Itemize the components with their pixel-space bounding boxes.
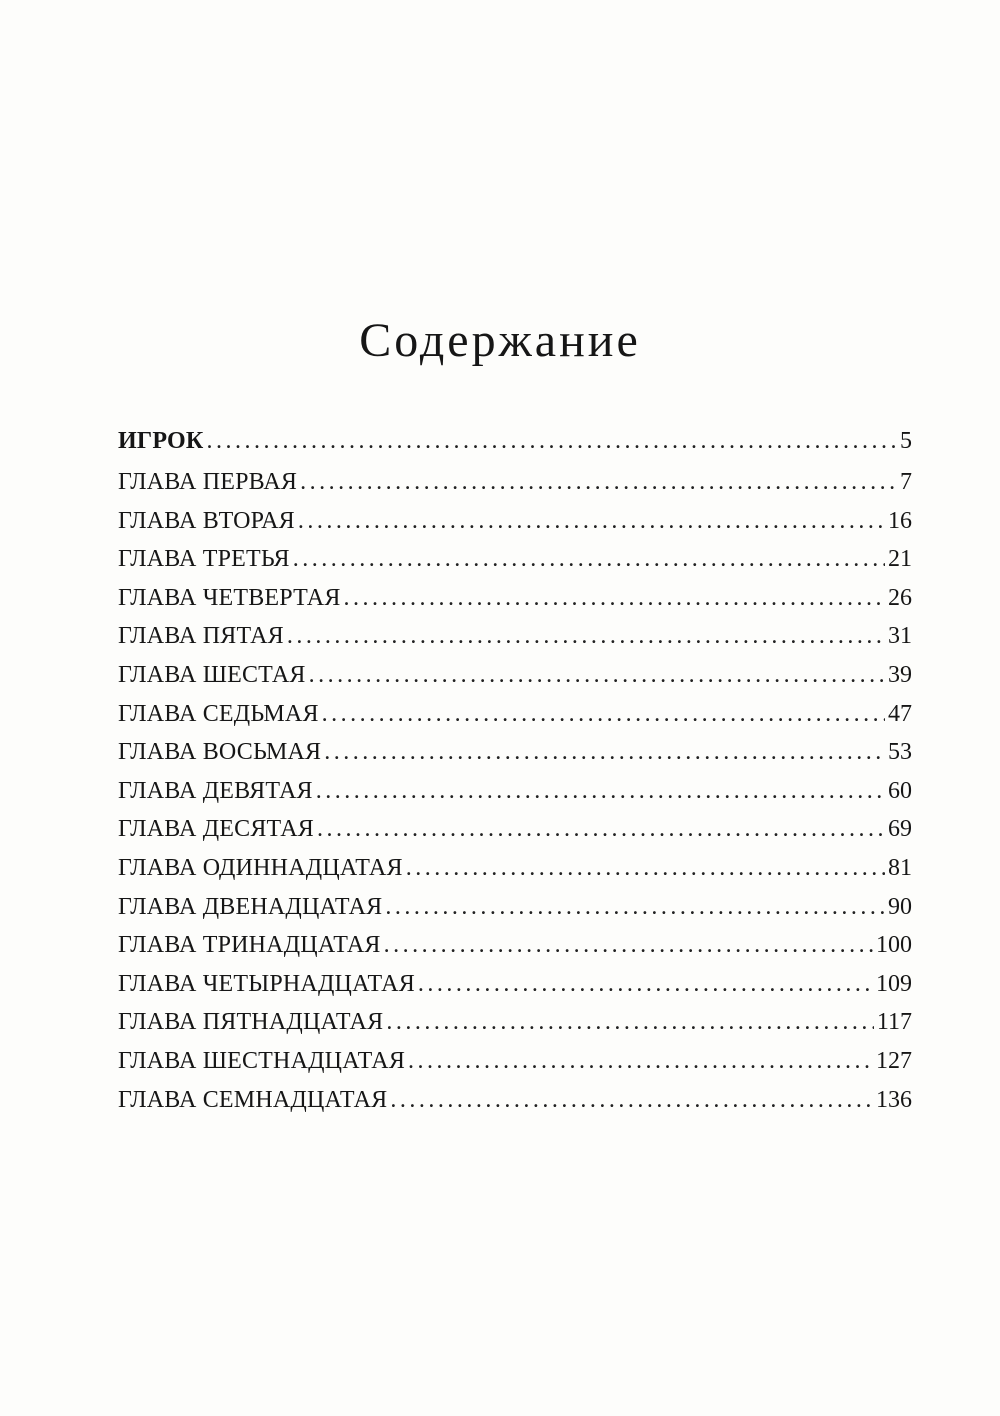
toc-entry[interactable] [118,428,912,469]
table-of-contents [118,428,912,1125]
toc-entry-title: ГЛАВА ШЕСТНАДЦАТАЯ [118,1047,406,1074]
toc-dot-leader [390,1087,873,1114]
toc-entry-title: ИГРОК [118,428,204,454]
toc-page-number: 81 [888,854,912,881]
toc-entry-title: ГЛАВА ТРИНАДЦАТАЯ [118,932,381,959]
toc-page-number: 60 [888,777,912,804]
toc-entry[interactable] [118,1048,912,1087]
toc-dot-leader [324,739,885,766]
toc-entry[interactable] [118,855,912,894]
toc-entry-title: ГЛАВА ЧЕТЫРНАДЦАТАЯ [118,970,415,997]
toc-page-number: 100 [876,932,912,959]
toc-page-number: 21 [888,546,912,573]
toc-entry-title: ГЛАВА СЕМНАДЦАТАЯ [118,1086,388,1113]
toc-page-number: 5 [900,428,912,454]
toc-dot-leader [207,428,895,455]
toc-entry-title: ГЛАВА ПЯТАЯ [118,623,284,650]
toc-dot-leader [317,816,885,843]
toc-dot-leader [385,894,885,921]
toc-entry-title: ГЛАВА ОДИННАДЦАТАЯ [118,854,403,881]
toc-dot-leader [322,701,885,728]
toc-entry-title: ГЛАВА ВОСЬМАЯ [118,739,322,766]
toc-dot-leader [287,623,885,650]
toc-page-number: 31 [888,623,912,650]
toc-dot-leader [406,855,885,882]
toc-entry-title: ГЛАВА ВТОРАЯ [118,507,295,534]
toc-dot-leader [344,585,885,612]
toc-page-number: 109 [876,970,912,997]
toc-dot-leader [293,546,885,573]
toc-page-number: 136 [876,1086,912,1113]
toc-entry[interactable] [118,662,912,701]
toc-page-number: 117 [876,1009,912,1036]
toc-entry[interactable] [118,894,912,933]
toc-dot-leader [300,469,895,496]
toc-entry[interactable] [118,932,912,971]
toc-entry-title: ГЛАВА ДВЕНАДЦАТАЯ [118,893,383,920]
toc-entry-title: ГЛАВА ПЕРВАЯ [118,469,298,495]
page-title: Содержание [359,314,641,367]
toc-entry[interactable] [118,623,912,662]
toc-dot-leader [384,932,873,959]
toc-page-number: 90 [888,893,912,920]
toc-page-number: 53 [888,739,912,766]
toc-dot-leader [386,1009,874,1036]
toc-entry[interactable] [118,701,912,740]
toc-entry-title: ГЛАВА ШЕСТАЯ [118,661,306,688]
toc-entry[interactable] [118,971,912,1010]
toc-page-number: 39 [888,661,912,688]
toc-entry[interactable] [118,469,912,508]
toc-entry[interactable] [118,1087,912,1126]
toc-page-number: 47 [888,700,912,727]
toc-dot-leader [408,1048,873,1075]
toc-dot-leader [418,971,873,998]
toc-page-number: 127 [876,1047,912,1074]
toc-entry-title: ГЛАВА ДЕСЯТАЯ [118,816,314,843]
toc-page-number: 69 [888,816,912,843]
toc-entry-title: ГЛАВА ТРЕТЬЯ [118,546,290,573]
toc-entry-title: ГЛАВА ДЕВЯТАЯ [118,777,313,804]
toc-entry[interactable] [118,739,912,778]
toc-entry[interactable] [118,1009,912,1048]
toc-page-number: 26 [888,584,912,611]
toc-entry[interactable] [118,816,912,855]
toc-entry-title: ГЛАВА ПЯТНАДЦАТАЯ [118,1009,384,1036]
toc-page-number: 7 [900,469,912,495]
toc-entry-title: ГЛАВА ЧЕТВЕРТАЯ [118,584,341,611]
toc-entry[interactable] [118,508,912,547]
toc-dot-leader [298,508,885,535]
toc-entry[interactable] [118,778,912,817]
toc-page-number: 16 [888,507,912,534]
toc-dot-leader [309,662,885,689]
toc-dot-leader [316,778,885,805]
toc-entry[interactable] [118,585,912,624]
toc-entry[interactable] [118,546,912,585]
toc-entry-title: ГЛАВА СЕДЬМАЯ [118,700,319,727]
